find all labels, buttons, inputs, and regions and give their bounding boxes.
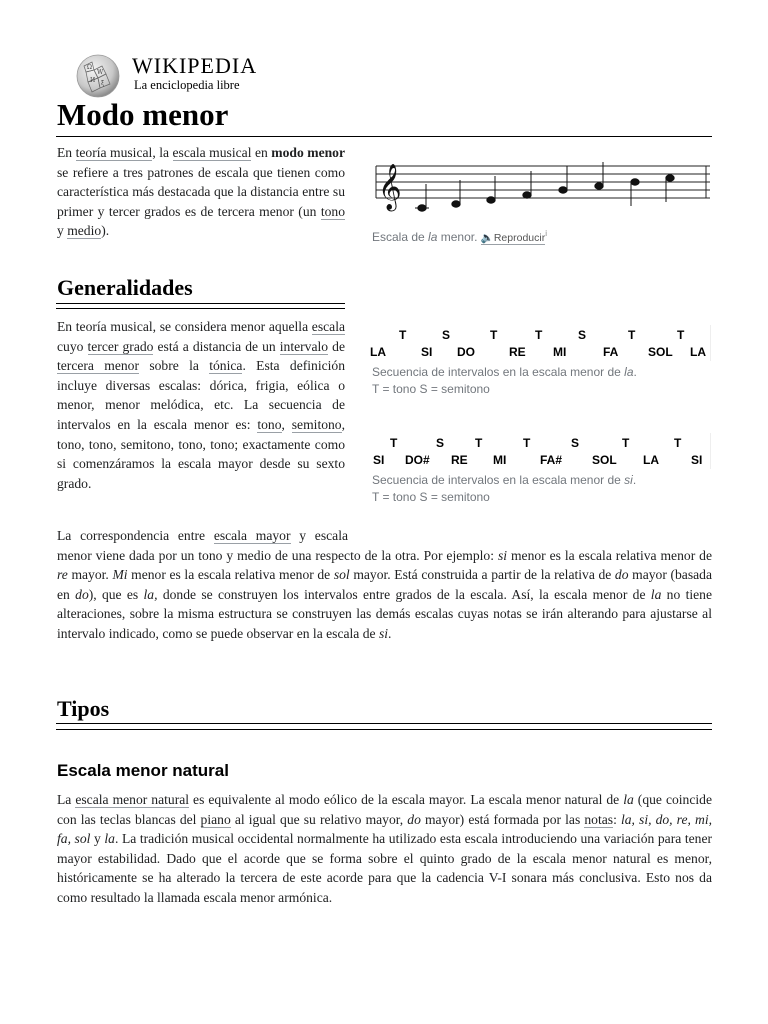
italic-note: do bbox=[75, 586, 89, 602]
link-teoria-musical[interactable]: teoría musical bbox=[75, 145, 153, 160]
figure-la-minor-scale bbox=[370, 150, 712, 250]
note-label: SI bbox=[691, 453, 703, 467]
text: donde se construyen los intervalos entre grados de la escala. Así, la escala menor de bbox=[157, 586, 651, 602]
interval-label: T bbox=[475, 436, 483, 450]
italic-note: la bbox=[650, 586, 662, 602]
italic-note: la bbox=[104, 831, 115, 847]
figure-intervals-la bbox=[370, 325, 712, 400]
text: . bbox=[388, 625, 392, 641]
interval-label: T bbox=[677, 328, 685, 342]
wikipedia-wordmark: WIKIPEDIA bbox=[132, 53, 258, 78]
speaker-icon: 🔈 bbox=[480, 232, 494, 244]
text: y bbox=[57, 223, 68, 239]
interval-label: S bbox=[436, 436, 445, 450]
note-label: LA bbox=[690, 345, 706, 359]
text: ), que es bbox=[88, 586, 144, 602]
caption-italic: la bbox=[428, 230, 438, 244]
text: es equivalente al modo eólico de la escala mayor. La escala menor natural de bbox=[189, 792, 624, 807]
treble-clef-icon: 𝄞 bbox=[378, 164, 402, 210]
text: . Esta definición incluye diversas escalas: dórica, frigia, eólica o menor, menor melódica, etc. La secuencia de intervalos en la escala menor es: bbox=[57, 358, 346, 432]
interval-label: S bbox=[571, 436, 580, 450]
figure-caption bbox=[372, 225, 712, 247]
link-escala-menor-natural[interactable]: escala menor natural bbox=[75, 792, 190, 807]
staff-image bbox=[370, 150, 712, 222]
note-label: DO# bbox=[405, 453, 430, 467]
text: no tiene alteraciones, sobre la misma estructura se construyen las demás escalas cuyas notas se irán alterando para ajustarse al intervalo indicado, como se puede observar en la escala de bbox=[57, 586, 712, 641]
link-medio[interactable]: medio bbox=[67, 223, 102, 239]
interval-label: T bbox=[628, 328, 636, 342]
svg-text:И: И bbox=[90, 77, 96, 84]
text: . La tradición musical occidental normalmente ha utilizado esta escala introduciendo una variación para tener mayor estabilidad. Dado que el acorde que se forma sobre el quinto grado de la escala menor natural es menor, históricamente se ha alterado la tercera de este acorde para que la cadencia V-I sonara más conclusiva. Esto nos da como resultado la llamada escala menor armónica. bbox=[57, 831, 713, 905]
interval-label: T bbox=[399, 328, 407, 342]
note-row bbox=[370, 345, 710, 361]
caption-text: Secuencia de intervalos en la escala menor de bbox=[372, 365, 625, 379]
text: menor es la escala relativa menor de bbox=[507, 547, 712, 563]
text: se refiere a tres patrones de escala que tienen como característica más destacada que la distancia entre su primer y tercer grados es de tercera menor (un bbox=[57, 164, 345, 219]
text: al igual que su relativo mayor, bbox=[230, 811, 408, 827]
link-notas[interactable]: notas bbox=[584, 811, 614, 827]
text: : bbox=[613, 811, 621, 827]
text: En bbox=[57, 145, 76, 160]
text: ). bbox=[101, 223, 110, 239]
section-divider bbox=[56, 303, 345, 304]
note-label: RE bbox=[509, 345, 526, 359]
note-label: LA bbox=[370, 345, 386, 359]
section-divider bbox=[56, 729, 712, 730]
caption-legend: T = tono S = semitono bbox=[372, 382, 490, 396]
interval-row bbox=[370, 328, 710, 344]
float-spacer bbox=[348, 526, 712, 545]
correspondencia-paragraph bbox=[57, 526, 712, 644]
italic-note: si bbox=[378, 625, 389, 641]
play-audio-button[interactable] bbox=[481, 232, 545, 245]
interval-label: S bbox=[578, 328, 587, 342]
note-label: DO bbox=[457, 345, 475, 359]
note-label: SOL bbox=[592, 453, 617, 467]
note-row bbox=[370, 453, 710, 469]
link-escala-musical[interactable]: escala musical bbox=[172, 145, 252, 160]
note-label: FA bbox=[603, 345, 619, 359]
link-tonica[interactable]: tónica bbox=[209, 358, 243, 374]
italic-note: si bbox=[497, 547, 508, 563]
generalidades-paragraph bbox=[57, 317, 345, 493]
text: La bbox=[57, 792, 76, 807]
link-tercera-menor[interactable]: tercera menor bbox=[57, 358, 140, 374]
caption-text: . bbox=[632, 473, 637, 487]
note-label: SI bbox=[373, 453, 385, 467]
text: , bbox=[281, 416, 292, 432]
note-label: LA bbox=[643, 453, 659, 467]
info-icon[interactable]: i bbox=[545, 229, 547, 238]
note-label: SI bbox=[421, 345, 433, 359]
link-escala-mayor[interactable]: escala mayor bbox=[213, 528, 291, 543]
wikipedia-globe-icon bbox=[74, 52, 122, 98]
natural-paragraph bbox=[57, 790, 712, 908]
text: mayor) está formada por las bbox=[420, 811, 585, 827]
note-label: SOL bbox=[648, 345, 673, 359]
interval-label: T bbox=[674, 436, 682, 450]
caption-text: . bbox=[633, 365, 637, 379]
svg-text:Ω: Ω bbox=[87, 64, 92, 71]
interval-label: T bbox=[490, 328, 498, 342]
section-divider bbox=[56, 308, 345, 309]
italic-note: sol bbox=[333, 567, 350, 583]
bold-term: modo menor bbox=[271, 145, 346, 160]
text: mayor. bbox=[67, 567, 113, 583]
italic-notes-list: la, si, do, re, mi, fa, sol bbox=[57, 811, 712, 847]
text: mayor. Está construida a partir de la relativa de bbox=[349, 567, 615, 583]
subsection-heading-escala-menor-natural: Escala menor natural bbox=[57, 761, 229, 780]
svg-text:W: W bbox=[97, 69, 104, 76]
section-divider bbox=[56, 723, 712, 724]
text: mayor (basada en bbox=[57, 567, 712, 602]
section-heading-generalidades: Generalidades bbox=[57, 275, 193, 300]
text: y bbox=[90, 831, 105, 847]
text: de bbox=[328, 338, 345, 354]
note-label: MI bbox=[493, 453, 507, 467]
interval-label: T bbox=[523, 436, 531, 450]
text: cuyo bbox=[57, 338, 88, 354]
text: (que coincide con las teclas blancas del bbox=[57, 792, 712, 827]
text: , tono, tono, semitono, tono, tono; exactamente como si comenzáramos la escala mayor desde su sexto grado. bbox=[57, 416, 346, 491]
text: En teoría musical, se considera menor aquella bbox=[57, 319, 312, 334]
italic-note: la bbox=[623, 792, 634, 807]
section-heading-tipos: Tipos bbox=[57, 696, 110, 721]
text: La correspondencia entre bbox=[57, 528, 214, 543]
caption-text: Escala de bbox=[372, 230, 429, 244]
interval-label: S bbox=[442, 328, 451, 342]
italic-note: do bbox=[614, 567, 629, 583]
page-title: Modo menor bbox=[57, 97, 229, 132]
caption-italic: si bbox=[624, 473, 633, 487]
caption-text: menor. bbox=[437, 230, 478, 244]
italic-note: Mi bbox=[112, 567, 128, 583]
play-label: Reproducir bbox=[493, 232, 546, 244]
wikipedia-logo[interactable] bbox=[74, 52, 274, 98]
title-divider bbox=[56, 136, 712, 137]
text: y escala menor viene dada por un tono y medio de una respecto de la otra. Por ejemplo: bbox=[57, 528, 498, 563]
italic-note: re bbox=[57, 567, 68, 583]
link-tercer-grado[interactable]: tercer grado bbox=[87, 338, 154, 354]
figure-intervals-si bbox=[370, 433, 712, 508]
italic-note: la, bbox=[143, 586, 158, 602]
figure-caption bbox=[372, 364, 712, 398]
link-piano[interactable]: piano bbox=[200, 811, 231, 827]
interval-row bbox=[370, 436, 710, 452]
link-intervalo[interactable]: intervalo bbox=[279, 338, 329, 354]
text: menor es la escala relativa menor de bbox=[127, 567, 334, 583]
note-label: MI bbox=[553, 345, 567, 359]
interval-label: T bbox=[390, 436, 398, 450]
interval-label: T bbox=[535, 328, 543, 342]
note-label: FA# bbox=[540, 453, 563, 467]
text: en bbox=[251, 145, 272, 160]
svg-text:ξ: ξ bbox=[101, 80, 105, 87]
text: está a distancia de un bbox=[153, 338, 280, 354]
caption-text: Secuencia de intervalos en la escala menor de bbox=[372, 473, 625, 487]
wikipedia-tagline: La enciclopedia libre bbox=[134, 78, 240, 92]
caption-italic: la bbox=[624, 365, 634, 379]
interval-label: T bbox=[622, 436, 630, 450]
link-tono[interactable]: tono bbox=[320, 203, 345, 219]
text: sobre la bbox=[139, 358, 210, 374]
link-semitono[interactable]: semitono bbox=[291, 416, 342, 432]
caption-legend: T = tono S = semitono bbox=[372, 490, 490, 504]
link-tono[interactable]: tono bbox=[257, 416, 282, 432]
note-label: RE bbox=[451, 453, 468, 467]
italic-note: do bbox=[407, 811, 421, 827]
text: , la bbox=[152, 145, 173, 160]
link-escala[interactable]: escala bbox=[311, 319, 345, 334]
figure-caption bbox=[372, 472, 712, 506]
intro-paragraph bbox=[57, 143, 345, 241]
